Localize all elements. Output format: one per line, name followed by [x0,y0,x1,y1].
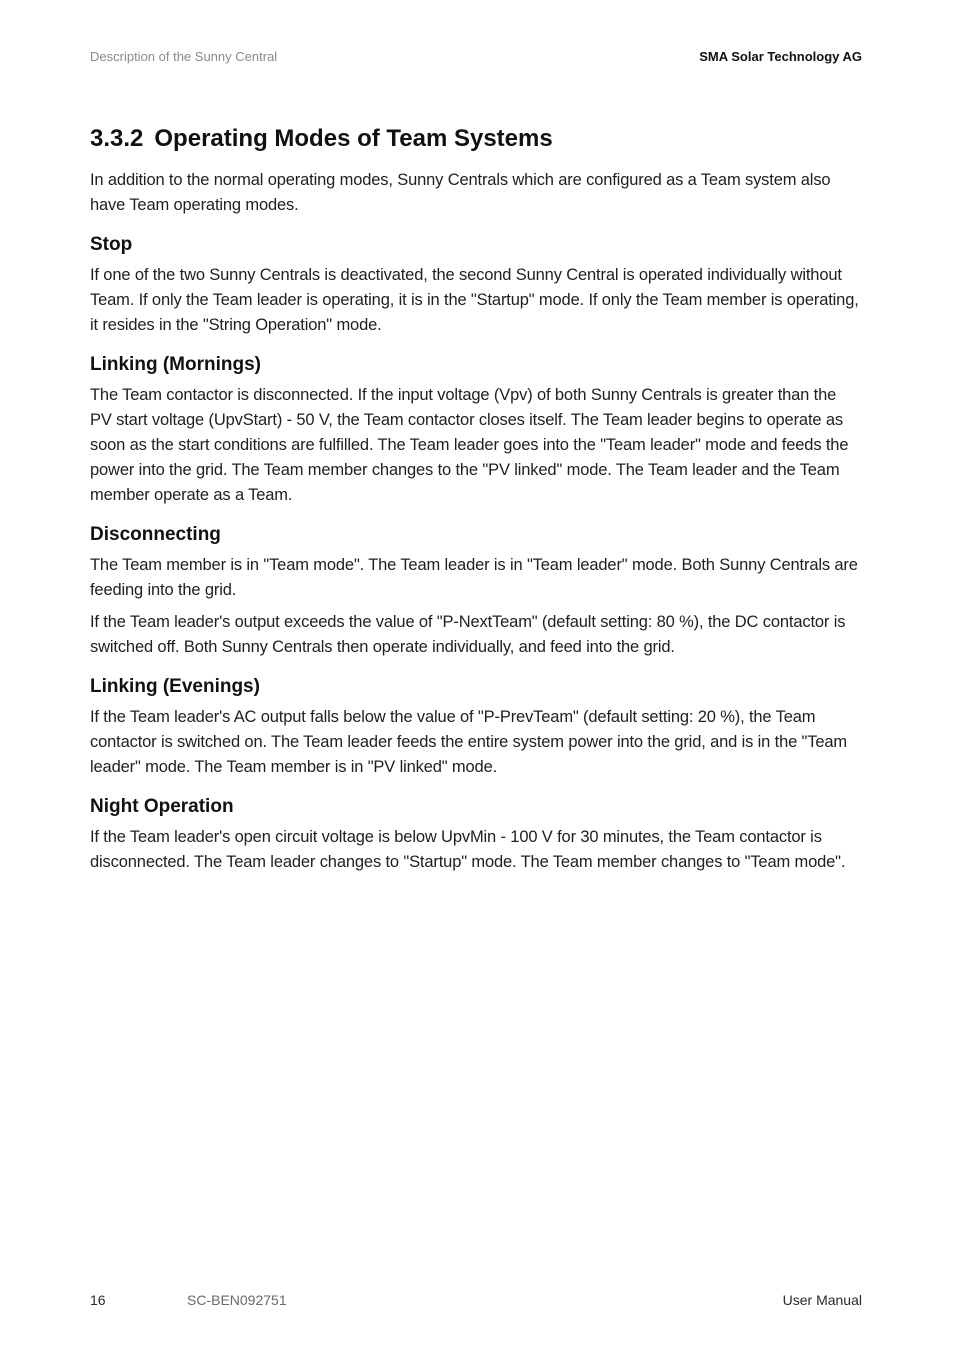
footer-document-type: User Manual [782,1292,862,1308]
section-title: Operating Modes of Team Systems [154,125,553,152]
subsection-title-disconnecting: Disconnecting [90,524,221,545]
header-chapter-title: Description of the Sunny Central [90,49,278,64]
subsection-paragraph: The Team contactor is disconnected. If the input voltage (Vpv) of both Sunny Centrals is greater than the PV start voltage (UpvStart) - 50 V, the Team contactor closes itself. The Team leader begins to operate as soon as the start conditions are fulfilled. The Team leader goes into the "Team leader" mode and feeds the power into the grid. The Team member changes to the "PV linked" mode. The Team leader and the Team member operate as a Team. [90,386,849,504]
section-intro: In addition to the normal operating modes, Sunny Centrals which are configured as a Team system also have Team operating modes. [90,171,831,214]
page-header [90,49,862,69]
subsection-paragraph: If the Team leader's output exceeds the value of "P-NextTeam" (default setting: 80 %), the DC contactor is switched off. Both Sunny Centrals then operate individually, and feed into the grid. [90,613,846,656]
footer-document-code: SC-BEN092751 [187,1292,287,1308]
header-company-name: SMA Solar Technology AG [699,49,862,64]
subsection-title-linking-mornings: Linking (Mornings) [90,354,261,375]
subsection-title-night-operation: Night Operation [90,796,234,817]
subsection-paragraph: The Team member is in "Team mode". The Team leader is in "Team leader" mode. Both Sunny Centrals are feeding into the grid. [90,556,858,599]
page-footer [90,1292,862,1312]
subsection-title-stop: Stop [90,234,133,255]
section-heading [90,122,862,156]
subsection-paragraph: If the Team leader's open circuit voltage is below UpvMin - 100 V for 30 minutes, the Team contactor is disconnected. The Team leader changes to "Startup" mode. The Team member changes to "Team mode". [90,828,846,871]
subsection-title-linking-evenings: Linking (Evenings) [90,676,260,697]
subsection-paragraph: If the Team leader's AC output falls below the value of "P-PrevTeam" (default setting: 20 %), the Team contactor is switched on. The Team leader feeds the entire system power into the grid, and is in the "Team leader" mode. The Team member is in "PV linked" mode. [90,708,848,776]
page-content [90,122,862,882]
footer-page-number: 16 [90,1292,106,1308]
subsection-paragraph: If one of the two Sunny Centrals is deactivated, the second Sunny Central is operated individually without Team. If only the Team leader is operating, it is in the "Startup" mode. If only the Team member is operating, it resides in the "String Operation" mode. [90,266,859,334]
section-number: 3.3.2 [90,125,144,152]
